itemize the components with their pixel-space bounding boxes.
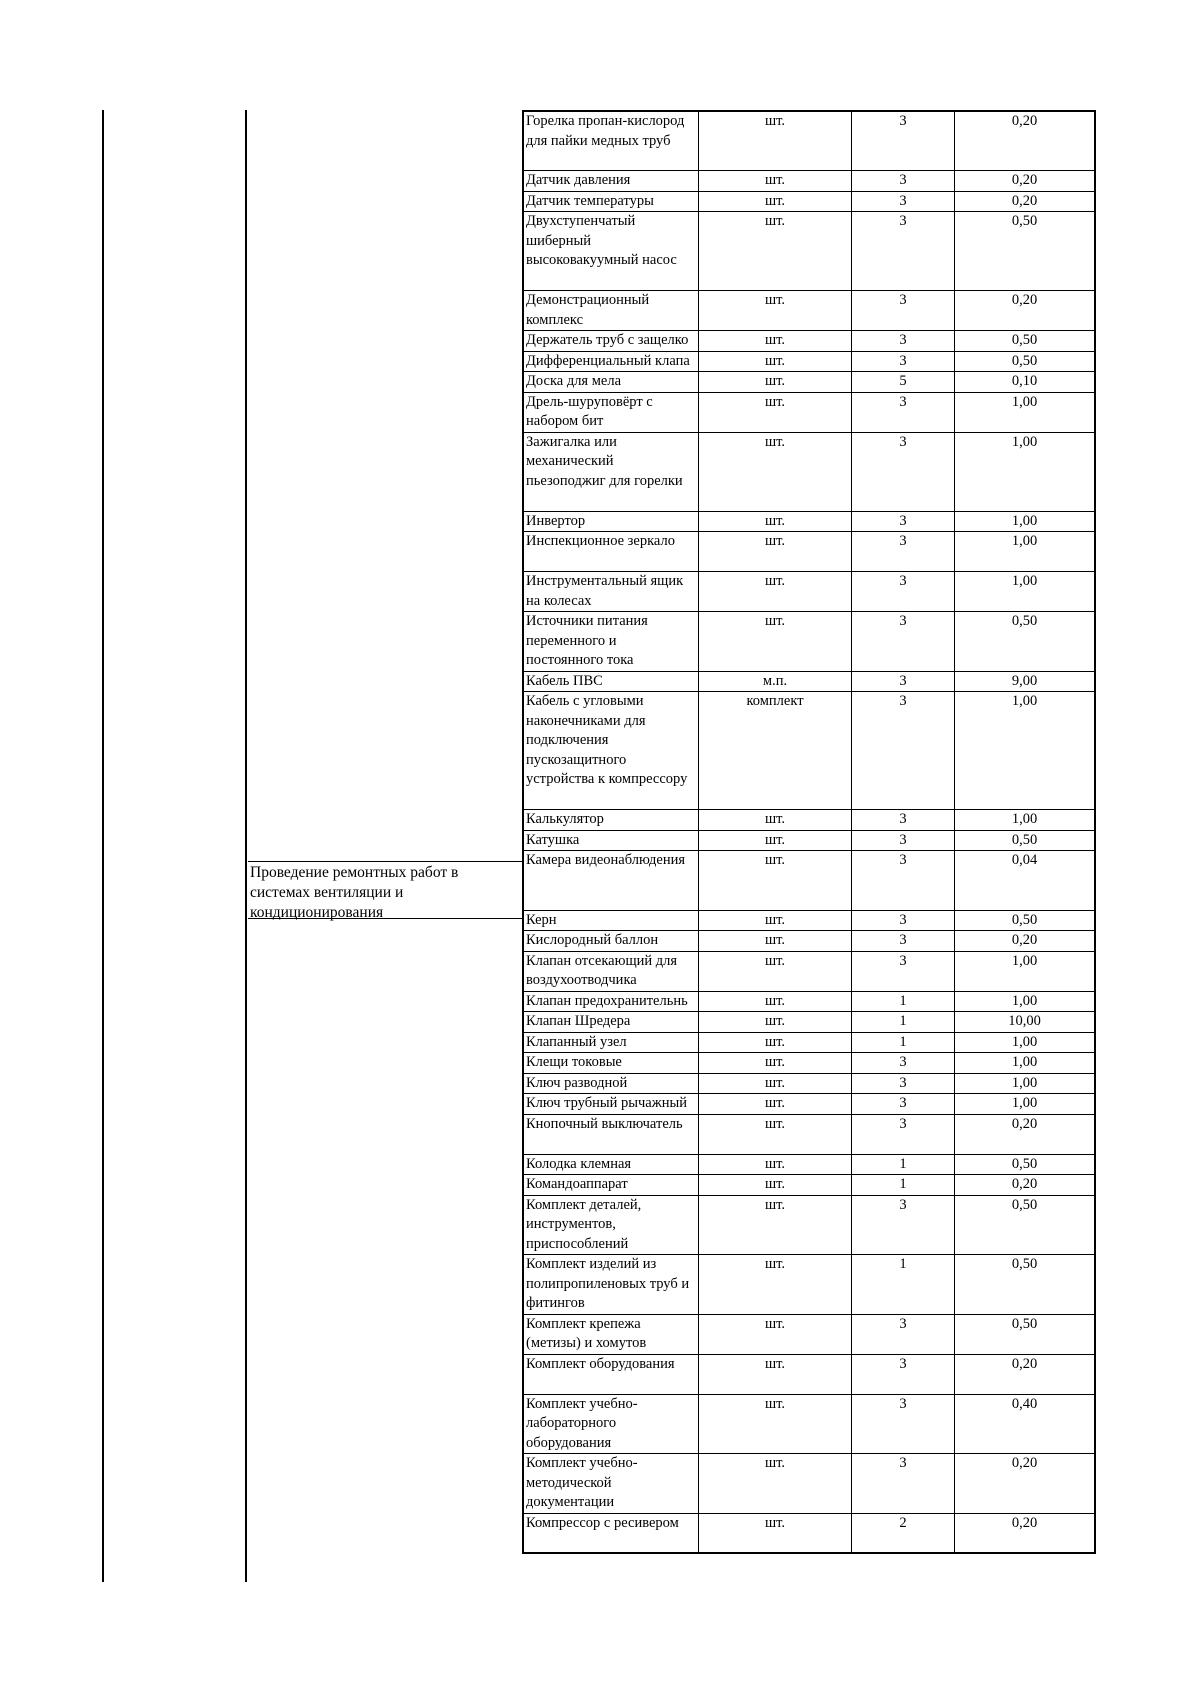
unit-cell: шт. <box>699 612 852 672</box>
quantity-cell: 3 <box>852 951 955 991</box>
table-row <box>523 1073 1095 1094</box>
table-row <box>523 331 1095 352</box>
value-cell: 0,20 <box>955 291 1096 331</box>
value-cell: 1,00 <box>955 951 1096 991</box>
value-cell: 1,00 <box>955 532 1096 572</box>
item-name-cell: Зажигалка или механический пьезоподжиг для горелки <box>523 432 699 511</box>
quantity-cell: 3 <box>852 612 955 672</box>
unit-cell: шт. <box>699 111 852 171</box>
quantity-cell: 3 <box>852 511 955 532</box>
value-cell: 0,50 <box>955 212 1096 291</box>
value-cell: 10,00 <box>955 1012 1096 1033</box>
quantity-cell: 1 <box>852 1154 955 1175</box>
unit-cell: шт. <box>699 351 852 372</box>
value-cell: 0,20 <box>955 1114 1096 1154</box>
unit-cell: шт. <box>699 532 852 572</box>
table-row <box>523 1354 1095 1394</box>
value-cell: 1,00 <box>955 991 1096 1012</box>
item-name-cell: Комплект крепежа (метизы) и хомутов <box>523 1314 699 1354</box>
quantity-cell: 3 <box>852 1314 955 1354</box>
item-name-cell: Комплект учебно-лабораторного оборудования <box>523 1394 699 1454</box>
quantity-cell: 3 <box>852 171 955 192</box>
unit-cell: шт. <box>699 1175 852 1196</box>
quantity-cell: 3 <box>852 1114 955 1154</box>
quantity-cell: 3 <box>852 1354 955 1394</box>
value-cell: 1,00 <box>955 392 1096 432</box>
unit-cell: шт. <box>699 1454 852 1514</box>
item-name-cell: Датчик давления <box>523 171 699 192</box>
unit-cell: шт. <box>699 810 852 831</box>
table-row <box>523 910 1095 931</box>
quantity-cell: 5 <box>852 372 955 393</box>
unit-cell: шт. <box>699 1314 852 1354</box>
quantity-cell: 3 <box>852 532 955 572</box>
table-row <box>523 111 1095 171</box>
quantity-cell: 3 <box>852 1053 955 1074</box>
item-name-cell: Горелка пропан-кислород для пайки медных труб <box>523 111 699 171</box>
item-name-cell: Инспекционное зеркало <box>523 532 699 572</box>
quantity-cell: 3 <box>852 351 955 372</box>
value-cell: 1,00 <box>955 1073 1096 1094</box>
item-name-cell: Ключ разводной <box>523 1073 699 1094</box>
value-cell: 0,50 <box>955 612 1096 672</box>
quantity-cell: 1 <box>852 991 955 1012</box>
table-row <box>523 212 1095 291</box>
item-name-cell: Кабель с угловыми наконечниками для подключения пускозащитного устройства к компрессору <box>523 692 699 810</box>
equipment-table <box>522 110 1096 1554</box>
table-row <box>523 1195 1095 1255</box>
quantity-cell: 1 <box>852 1012 955 1033</box>
unit-cell: шт. <box>699 511 852 532</box>
quantity-cell: 3 <box>852 830 955 851</box>
table-row <box>523 1314 1095 1354</box>
item-name-cell: Кнопочный выключатель <box>523 1114 699 1154</box>
quantity-cell: 3 <box>852 1073 955 1094</box>
item-name-cell: Комплект учебно-методической документации <box>523 1454 699 1514</box>
value-cell: 1,00 <box>955 692 1096 810</box>
table-row <box>523 1175 1095 1196</box>
table-row <box>523 351 1095 372</box>
item-name-cell: Катушка <box>523 830 699 851</box>
table-row <box>523 191 1095 212</box>
table-row <box>523 372 1095 393</box>
item-name-cell: Держатель труб с защелко <box>523 331 699 352</box>
table-row <box>523 1032 1095 1053</box>
item-name-cell: Комплект изделий из полипропиленовых труб и фитингов <box>523 1255 699 1315</box>
left-border-line <box>102 110 104 1582</box>
item-name-cell: Клапанный узел <box>523 1032 699 1053</box>
unit-cell: шт. <box>699 1154 852 1175</box>
quantity-cell: 3 <box>852 392 955 432</box>
table-row <box>523 511 1095 532</box>
quantity-cell: 3 <box>852 910 955 931</box>
value-cell: 1,00 <box>955 1094 1096 1115</box>
table-row <box>523 851 1095 911</box>
item-name-cell: Комплект деталей, инструментов, приспособлений <box>523 1195 699 1255</box>
unit-cell: шт. <box>699 291 852 331</box>
table-row <box>523 810 1095 831</box>
value-cell: 0,20 <box>955 171 1096 192</box>
unit-cell: шт. <box>699 212 852 291</box>
unit-cell: комплект <box>699 692 852 810</box>
table-row <box>523 572 1095 612</box>
value-cell: 0,40 <box>955 1394 1096 1454</box>
quantity-cell: 3 <box>852 931 955 952</box>
unit-cell: шт. <box>699 432 852 511</box>
quantity-cell: 3 <box>852 810 955 831</box>
unit-cell: шт. <box>699 931 852 952</box>
quantity-cell: 2 <box>852 1513 955 1553</box>
table-row <box>523 171 1095 192</box>
unit-cell: шт. <box>699 171 852 192</box>
unit-cell: шт. <box>699 1394 852 1454</box>
quantity-cell: 3 <box>852 671 955 692</box>
table-row <box>523 1255 1095 1315</box>
value-cell: 0,20 <box>955 931 1096 952</box>
item-name-cell: Инвертор <box>523 511 699 532</box>
value-cell: 0,20 <box>955 111 1096 171</box>
value-cell: 0,20 <box>955 1175 1096 1196</box>
item-name-cell: Командоаппарат <box>523 1175 699 1196</box>
value-cell: 0,20 <box>955 1354 1096 1394</box>
table-row <box>523 1154 1095 1175</box>
section-label: Проведение ремонтных работ в системах вентиляции и кондиционирования <box>248 861 522 919</box>
quantity-cell: 3 <box>852 191 955 212</box>
unit-cell: шт. <box>699 951 852 991</box>
value-cell: 1,00 <box>955 432 1096 511</box>
item-name-cell: Комплект оборудования <box>523 1354 699 1394</box>
item-name-cell: Кислородный баллон <box>523 931 699 952</box>
item-name-cell: Демонстрационный комплекс <box>523 291 699 331</box>
item-name-cell: Источники питания переменного и постоянного тока <box>523 612 699 672</box>
table-row <box>523 931 1095 952</box>
unit-cell: шт. <box>699 372 852 393</box>
unit-cell: м.п. <box>699 671 852 692</box>
table-row <box>523 1114 1095 1154</box>
table-row <box>523 1513 1095 1553</box>
value-cell: 0,50 <box>955 1154 1096 1175</box>
unit-cell: шт. <box>699 1513 852 1553</box>
item-name-cell: Колодка клемная <box>523 1154 699 1175</box>
table-row <box>523 1094 1095 1115</box>
item-name-cell: Ключ трубный рычажный <box>523 1094 699 1115</box>
quantity-cell: 3 <box>852 1195 955 1255</box>
quantity-cell: 3 <box>852 692 955 810</box>
unit-cell: шт. <box>699 1053 852 1074</box>
value-cell: 0,50 <box>955 910 1096 931</box>
table-row <box>523 1053 1095 1074</box>
item-name-cell: Калькулятор <box>523 810 699 831</box>
quantity-cell: 1 <box>852 1255 955 1315</box>
unit-cell: шт. <box>699 830 852 851</box>
unit-cell: шт. <box>699 392 852 432</box>
unit-cell: шт. <box>699 1354 852 1394</box>
quantity-cell: 1 <box>852 1175 955 1196</box>
quantity-cell: 3 <box>852 111 955 171</box>
quantity-cell: 3 <box>852 432 955 511</box>
value-cell: 0,20 <box>955 1454 1096 1514</box>
item-name-cell: Доска для мела <box>523 372 699 393</box>
table-row <box>523 1012 1095 1033</box>
value-cell: 1,00 <box>955 572 1096 612</box>
item-name-cell: Клещи токовые <box>523 1053 699 1074</box>
unit-cell: шт. <box>699 1195 852 1255</box>
value-cell: 0,20 <box>955 1513 1096 1553</box>
item-name-cell: Датчик температуры <box>523 191 699 212</box>
table-row <box>523 671 1095 692</box>
value-cell: 0,20 <box>955 191 1096 212</box>
value-cell: 0,50 <box>955 1314 1096 1354</box>
table-row <box>523 1394 1095 1454</box>
unit-cell: шт. <box>699 191 852 212</box>
item-name-cell: Керн <box>523 910 699 931</box>
unit-cell: шт. <box>699 1073 852 1094</box>
section-column-line <box>245 110 247 1582</box>
value-cell: 0,50 <box>955 1195 1096 1255</box>
quantity-cell: 3 <box>852 331 955 352</box>
item-name-cell: Дрель-шуруповёрт с набором бит <box>523 392 699 432</box>
item-name-cell: Камера видеонаблюдения <box>523 851 699 911</box>
unit-cell: шт. <box>699 331 852 352</box>
value-cell: 9,00 <box>955 671 1096 692</box>
quantity-cell: 3 <box>852 291 955 331</box>
table-row <box>523 951 1095 991</box>
value-cell: 1,00 <box>955 1053 1096 1074</box>
quantity-cell: 3 <box>852 1394 955 1454</box>
table-row <box>523 692 1095 810</box>
quantity-cell: 3 <box>852 851 955 911</box>
table-row <box>523 432 1095 511</box>
item-name-cell: Кабель ПВС <box>523 671 699 692</box>
quantity-cell: 3 <box>852 1094 955 1115</box>
table-row <box>523 830 1095 851</box>
item-name-cell: Компрессор с ресивером <box>523 1513 699 1553</box>
unit-cell: шт. <box>699 1032 852 1053</box>
quantity-cell: 3 <box>852 212 955 291</box>
unit-cell: шт. <box>699 910 852 931</box>
value-cell: 0,10 <box>955 372 1096 393</box>
item-name-cell: Клапан Шредера <box>523 1012 699 1033</box>
unit-cell: шт. <box>699 851 852 911</box>
unit-cell: шт. <box>699 1094 852 1115</box>
item-name-cell: Клапан отсекающий для воздухоотводчика <box>523 951 699 991</box>
table-row <box>523 291 1095 331</box>
value-cell: 0,50 <box>955 1255 1096 1315</box>
equipment-table-body <box>523 111 1095 1553</box>
item-name-cell: Двухступенчатый шиберный высоковакуумный насос <box>523 212 699 291</box>
unit-cell: шт. <box>699 1114 852 1154</box>
value-cell: 0,04 <box>955 851 1096 911</box>
quantity-cell: 3 <box>852 572 955 612</box>
table-row <box>523 392 1095 432</box>
value-cell: 0,50 <box>955 830 1096 851</box>
item-name-cell: Клапан предохранительнь <box>523 991 699 1012</box>
quantity-cell: 3 <box>852 1454 955 1514</box>
item-name-cell: Дифференциальный клапа <box>523 351 699 372</box>
table-row <box>523 1454 1095 1514</box>
table-row <box>523 991 1095 1012</box>
quantity-cell: 1 <box>852 1032 955 1053</box>
unit-cell: шт. <box>699 1255 852 1315</box>
value-cell: 0,50 <box>955 331 1096 352</box>
value-cell: 1,00 <box>955 511 1096 532</box>
item-name-cell: Инструментальный ящик на колесах <box>523 572 699 612</box>
table-row <box>523 612 1095 672</box>
table-row <box>523 532 1095 572</box>
value-cell: 0,50 <box>955 351 1096 372</box>
unit-cell: шт. <box>699 572 852 612</box>
unit-cell: шт. <box>699 991 852 1012</box>
unit-cell: шт. <box>699 1012 852 1033</box>
value-cell: 1,00 <box>955 810 1096 831</box>
value-cell: 1,00 <box>955 1032 1096 1053</box>
